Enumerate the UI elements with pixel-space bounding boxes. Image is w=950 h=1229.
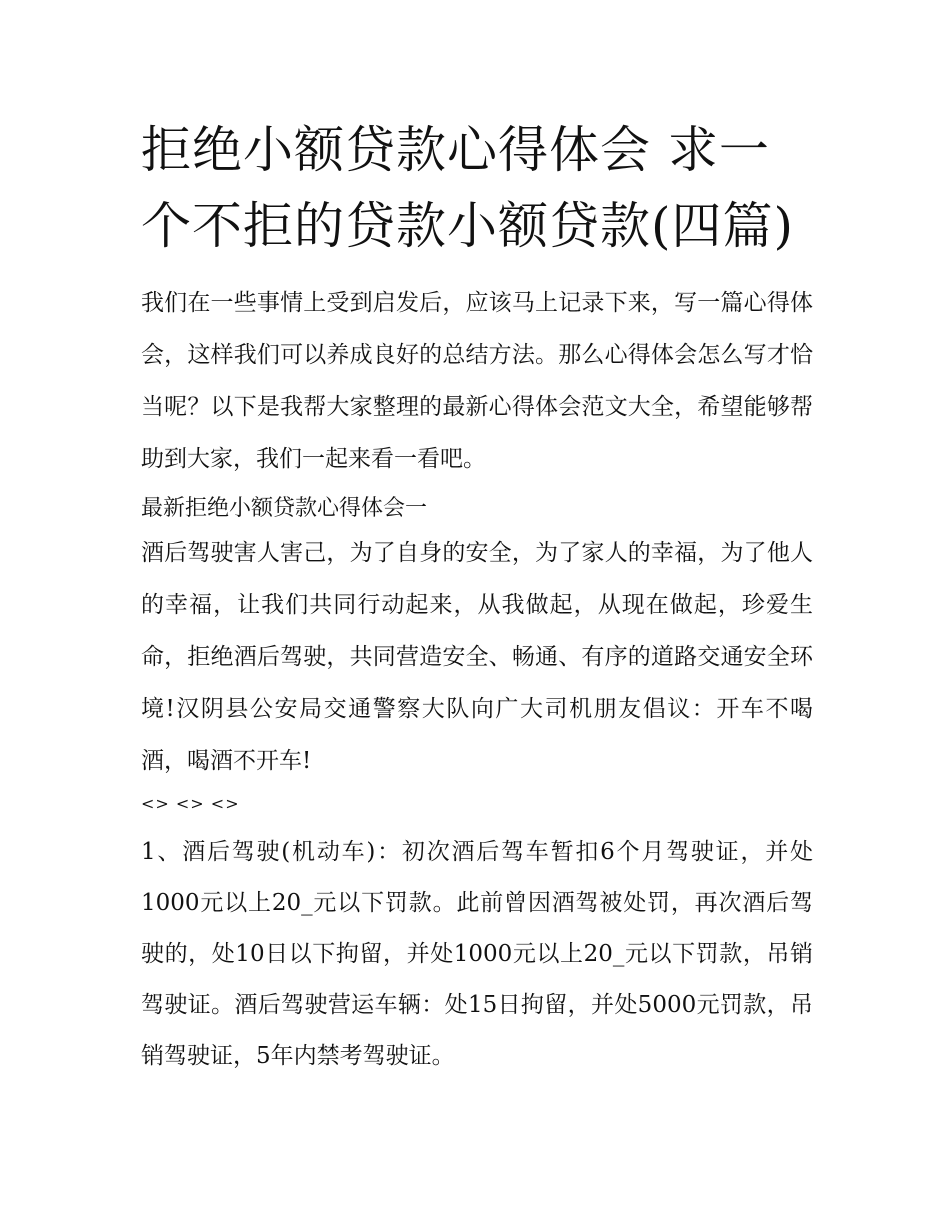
body-paragraph-1: 酒后驾驶害人害己，为了自身的安全，为了家人的幸福，为了他人的幸福，让我们共同行动起来，从我做起，从现在做起，珍爱生命，拒绝酒后驾驶，共同营造安全、畅通、有序的道路交通安全环境!汉阴县公安局交通警察大队向广大司机朋友倡议：开车不喝酒，喝酒不开车!: [141, 540, 813, 774]
document-title: 拒绝小额贷款心得体会 求一个不拒的贷款小额贷款(四篇): [141, 121, 795, 255]
document-page: [141, 112, 813, 1082]
section-heading: 最新拒绝小额贷款心得体会一: [141, 496, 428, 521]
symbol-separator: <> <> <>: [141, 794, 240, 813]
intro-paragraph: 我们在一些事情上受到启发后，应该马上记录下来，写一篇心得体会，这样我们可以养成良好的总结方法。那么心得体会怎么写才恰当呢？以下是我帮大家整理的最新心得体会范文大全，希望能够帮助到大家，我们一起来看一看吧。: [141, 290, 813, 472]
body-paragraph-2: 1、酒后驾驶(机动车)：初次酒后驾车暂扣6个月驾驶证，并处1000元以上20_元以下罚款。此前曾因酒驾被处罚，再次酒后驾驶的，处10日以下拘留，并处1000元以上20_元以下罚款，吊销驾驶证。酒后驾驶营运车辆：处15日拘留，并处5000元罚款，吊销驾驶证，5年内禁考驾驶证。: [141, 839, 813, 1069]
